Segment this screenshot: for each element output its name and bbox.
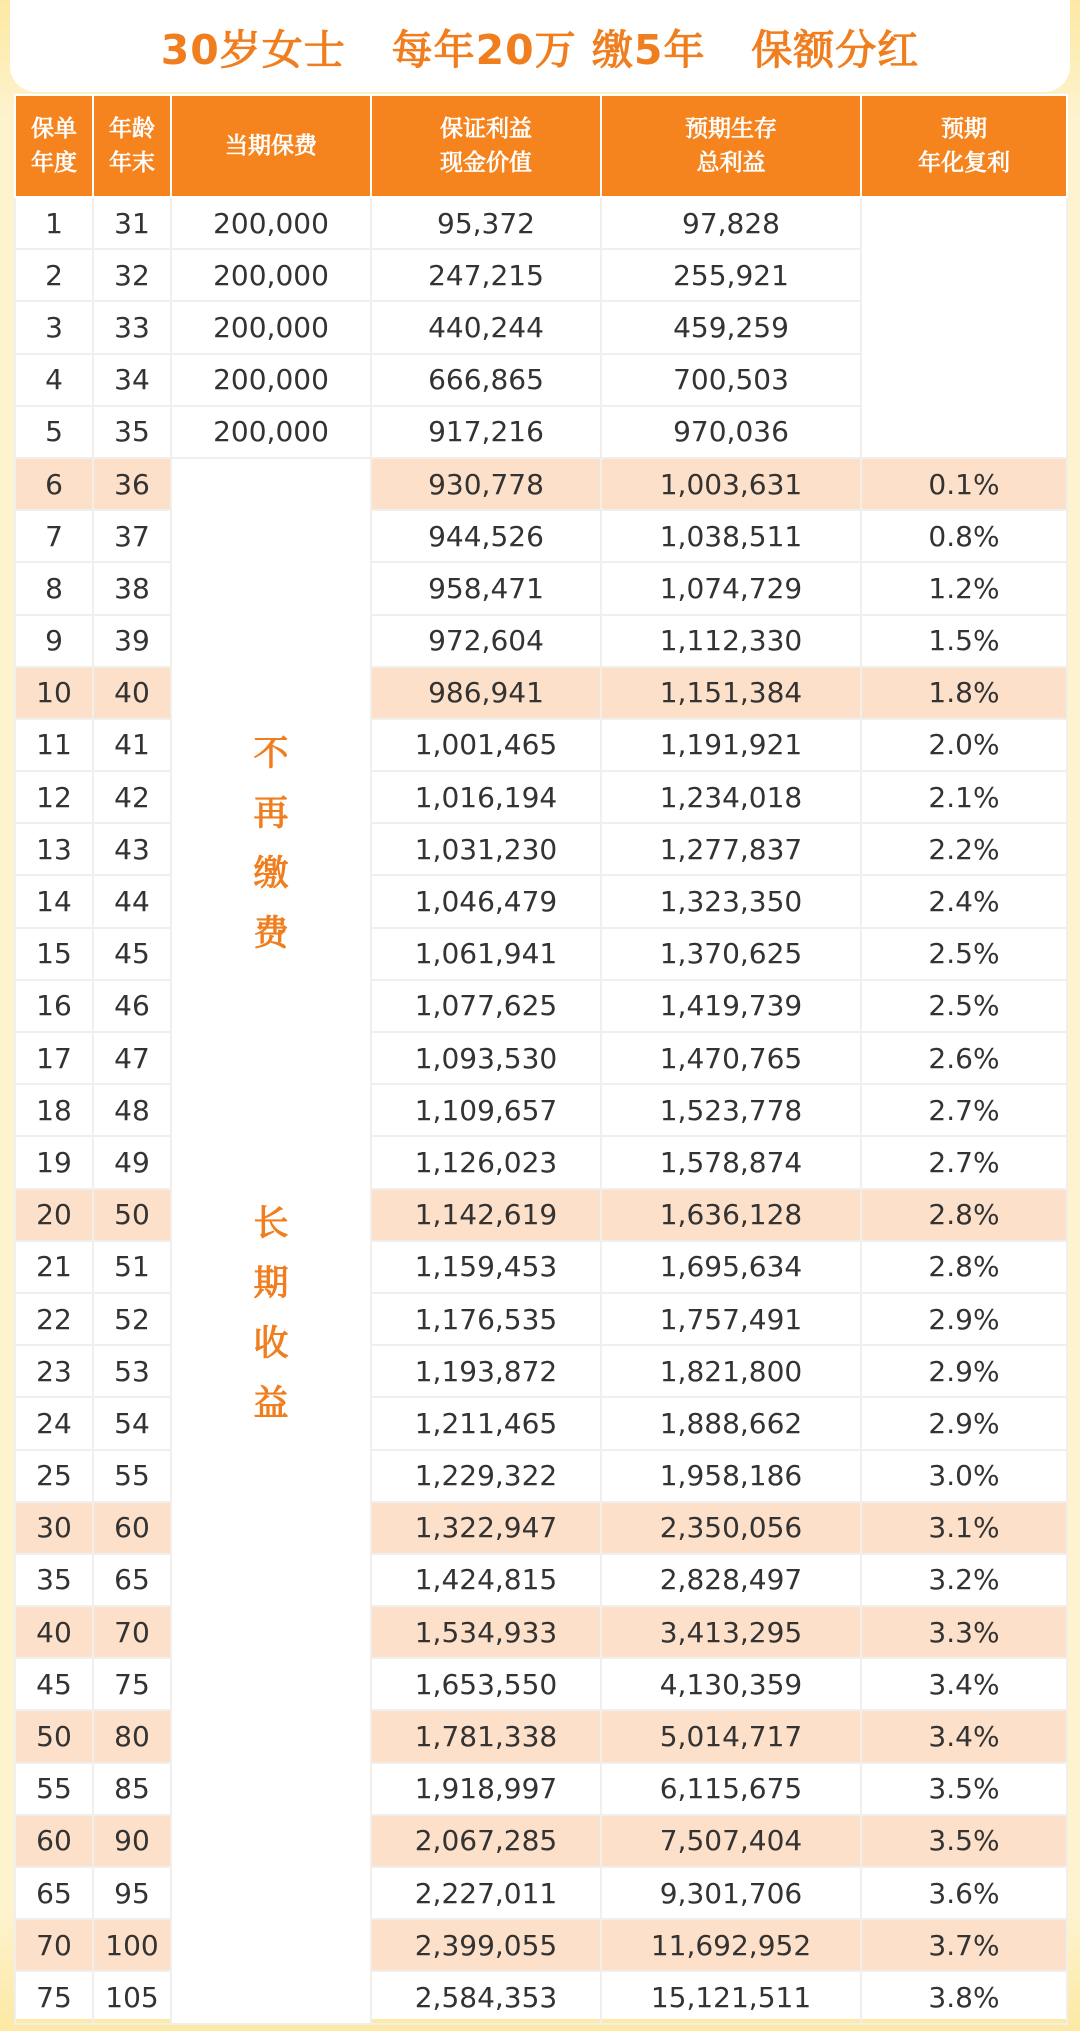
cell-annual-rate: 3.5% bbox=[861, 1815, 1067, 1867]
page-title: 30岁女士 每年20万 缴5年 保额分红 bbox=[160, 25, 920, 74]
cell-policy-year: 45 bbox=[15, 1658, 93, 1710]
header-age-line1: 年龄 bbox=[109, 116, 155, 142]
cell-policy-year: 11 bbox=[15, 719, 93, 771]
header-policy-year bbox=[15, 95, 93, 197]
long-term-return-label bbox=[172, 1194, 370, 1434]
header-total-benefit-line1: 预期生存 bbox=[685, 116, 777, 142]
cell-policy-year: 14 bbox=[15, 875, 93, 927]
cell-cash-value: 944,526 bbox=[371, 510, 601, 562]
cell-policy-year: 16 bbox=[15, 980, 93, 1032]
no-more-payment-char: 再 bbox=[253, 793, 289, 834]
cell-age: 100 bbox=[93, 1919, 171, 1971]
cell-cash-value: 1,109,657 bbox=[371, 1084, 601, 1136]
cell-cash-value: 1,077,625 bbox=[371, 980, 601, 1032]
cell-premium: 200,000 bbox=[171, 406, 371, 458]
cell-age: 85 bbox=[93, 1763, 171, 1815]
cell-total-benefit: 1,003,631 bbox=[601, 458, 861, 510]
cell-age: 35 bbox=[93, 406, 171, 458]
cell-total-benefit: 5,014,717 bbox=[601, 1710, 861, 1762]
cell-policy-year: 6 bbox=[15, 458, 93, 510]
cell-cash-value: 1,211,465 bbox=[371, 1397, 601, 1449]
cell-annual-rate: 2.7% bbox=[861, 1084, 1067, 1136]
cell-policy-year: 25 bbox=[15, 1450, 93, 1502]
cell-annual-rate: 2.6% bbox=[861, 1032, 1067, 1084]
cell-cash-value: 930,778 bbox=[371, 458, 601, 510]
table-header-row bbox=[15, 95, 1067, 197]
cell-age: 52 bbox=[93, 1293, 171, 1345]
cell-cash-value: 1,159,453 bbox=[371, 1241, 601, 1293]
header-cash-value-line1: 保证利益 bbox=[440, 116, 532, 142]
table-body bbox=[15, 197, 1067, 2024]
cell-policy-year: 5 bbox=[15, 406, 93, 458]
cell-total-benefit: 1,523,778 bbox=[601, 1084, 861, 1136]
cell-policy-year: 13 bbox=[15, 823, 93, 875]
cell-policy-year: 55 bbox=[15, 1763, 93, 1815]
cell-annual-rate: 3.7% bbox=[861, 1919, 1067, 1971]
benefit-table bbox=[14, 94, 1068, 2025]
cell-annual-rate: 3.8% bbox=[861, 1971, 1067, 2023]
cell-premium: 200,000 bbox=[171, 354, 371, 406]
cell-cash-value: 1,126,023 bbox=[371, 1136, 601, 1188]
long-term-return-char: 期 bbox=[253, 1263, 289, 1304]
header-premium-label: 当期保费 bbox=[225, 133, 317, 159]
header-annual-rate-line2: 年化复利 bbox=[918, 150, 1010, 176]
no-more-payment-char: 缴 bbox=[253, 853, 289, 894]
header-total-benefit bbox=[601, 95, 861, 197]
cell-annual-rate: 2.0% bbox=[861, 719, 1067, 771]
cell-age: 48 bbox=[93, 1084, 171, 1136]
cell-cash-value: 2,067,285 bbox=[371, 1815, 601, 1867]
cell-premium: 200,000 bbox=[171, 301, 371, 353]
cell-age: 42 bbox=[93, 771, 171, 823]
cell-total-benefit: 1,277,837 bbox=[601, 823, 861, 875]
cell-total-benefit: 7,507,404 bbox=[601, 1815, 861, 1867]
cell-policy-year: 2 bbox=[15, 249, 93, 301]
cell-annual-rate: 2.9% bbox=[861, 1397, 1067, 1449]
cell-annual-rate: 2.4% bbox=[861, 875, 1067, 927]
cell-cash-value: 666,865 bbox=[371, 354, 601, 406]
cell-cash-value: 958,471 bbox=[371, 562, 601, 614]
cell-cash-value: 1,001,465 bbox=[371, 719, 601, 771]
cell-total-benefit: 1,821,800 bbox=[601, 1345, 861, 1397]
cell-policy-year: 19 bbox=[15, 1136, 93, 1188]
no-more-payment-char: 不 bbox=[253, 733, 289, 774]
cell-cash-value: 1,534,933 bbox=[371, 1606, 601, 1658]
cell-age: 38 bbox=[93, 562, 171, 614]
cell-annual-rate: 0.1% bbox=[861, 458, 1067, 510]
cell-cash-value: 1,193,872 bbox=[371, 1345, 601, 1397]
cell-policy-year: 4 bbox=[15, 354, 93, 406]
cell-cash-value: 1,031,230 bbox=[371, 823, 601, 875]
cell-age: 39 bbox=[93, 615, 171, 667]
cell-annual-rate: 2.8% bbox=[861, 1189, 1067, 1241]
cell-cash-value: 1,016,194 bbox=[371, 771, 601, 823]
cell-policy-year: 17 bbox=[15, 1032, 93, 1084]
cell-premium: 200,000 bbox=[171, 197, 371, 249]
cell-age: 37 bbox=[93, 510, 171, 562]
cell-age: 41 bbox=[93, 719, 171, 771]
table-row bbox=[15, 197, 1067, 249]
cell-cash-value: 1,653,550 bbox=[371, 1658, 601, 1710]
cell-cash-value: 1,229,322 bbox=[371, 1450, 601, 1502]
cell-cash-value: 972,604 bbox=[371, 615, 601, 667]
cell-total-benefit: 6,115,675 bbox=[601, 1763, 861, 1815]
cell-policy-year: 8 bbox=[15, 562, 93, 614]
cell-annual-rate: 1.5% bbox=[861, 615, 1067, 667]
cell-annual-rate: 2.9% bbox=[861, 1345, 1067, 1397]
cell-age: 36 bbox=[93, 458, 171, 510]
cell-annual-rate: 2.5% bbox=[861, 980, 1067, 1032]
cell-age: 45 bbox=[93, 928, 171, 980]
cell-age: 44 bbox=[93, 875, 171, 927]
cell-age: 46 bbox=[93, 980, 171, 1032]
cell-annual-rate: 3.4% bbox=[861, 1710, 1067, 1762]
long-term-return-char: 长 bbox=[253, 1203, 289, 1244]
cell-total-benefit: 9,301,706 bbox=[601, 1867, 861, 1919]
cell-total-benefit: 2,828,497 bbox=[601, 1554, 861, 1606]
cell-age: 60 bbox=[93, 1502, 171, 1554]
cell-cash-value: 1,424,815 bbox=[371, 1554, 601, 1606]
cell-total-benefit: 1,419,739 bbox=[601, 980, 861, 1032]
cell-policy-year: 70 bbox=[15, 1919, 93, 1971]
cell-total-benefit: 11,692,952 bbox=[601, 1919, 861, 1971]
cell-annual-rate: 3.1% bbox=[861, 1502, 1067, 1554]
cell-age: 33 bbox=[93, 301, 171, 353]
no-more-payment-label bbox=[172, 724, 370, 964]
no-more-payment-char: 费 bbox=[253, 913, 289, 954]
cell-age: 75 bbox=[93, 1658, 171, 1710]
cell-policy-year: 50 bbox=[15, 1710, 93, 1762]
cell-policy-year: 18 bbox=[15, 1084, 93, 1136]
header-policy-year-line1: 保单 bbox=[31, 116, 77, 142]
cell-cash-value: 986,941 bbox=[371, 667, 601, 719]
cell-annual-rate: 3.3% bbox=[861, 1606, 1067, 1658]
cell-policy-year: 12 bbox=[15, 771, 93, 823]
cell-total-benefit: 1,470,765 bbox=[601, 1032, 861, 1084]
cell-age: 49 bbox=[93, 1136, 171, 1188]
cell-cash-value: 1,918,997 bbox=[371, 1763, 601, 1815]
cell-age: 47 bbox=[93, 1032, 171, 1084]
cell-total-benefit: 1,888,662 bbox=[601, 1397, 861, 1449]
cell-premium: 200,000 bbox=[171, 249, 371, 301]
cell-cash-value: 1,781,338 bbox=[371, 1710, 601, 1762]
header-policy-year-line2: 年度 bbox=[31, 150, 77, 176]
cell-policy-year: 3 bbox=[15, 301, 93, 353]
header-annual-rate bbox=[861, 95, 1067, 197]
cell-age: 65 bbox=[93, 1554, 171, 1606]
cell-total-benefit: 1,695,634 bbox=[601, 1241, 861, 1293]
header-total-benefit-line2: 总利益 bbox=[696, 150, 766, 176]
cell-cash-value: 1,142,619 bbox=[371, 1189, 601, 1241]
cell-policy-year: 10 bbox=[15, 667, 93, 719]
cell-annual-rate: 1.8% bbox=[861, 667, 1067, 719]
cell-total-benefit: 1,151,384 bbox=[601, 667, 861, 719]
cell-annual-rate: 2.2% bbox=[861, 823, 1067, 875]
cell-cash-value: 1,176,535 bbox=[371, 1293, 601, 1345]
cell-total-benefit: 15,121,511 bbox=[601, 1971, 861, 2023]
cell-total-benefit: 97,828 bbox=[601, 197, 861, 249]
cell-total-benefit: 2,350,056 bbox=[601, 1502, 861, 1554]
cell-policy-year: 24 bbox=[15, 1397, 93, 1449]
cell-policy-year: 7 bbox=[15, 510, 93, 562]
cell-total-benefit: 1,370,625 bbox=[601, 928, 861, 980]
cell-policy-year: 20 bbox=[15, 1189, 93, 1241]
long-term-return-char: 收 bbox=[253, 1323, 289, 1364]
cell-annual-rate: 2.5% bbox=[861, 928, 1067, 980]
cell-age: 95 bbox=[93, 1867, 171, 1919]
cell-annual-rate: 3.5% bbox=[861, 1763, 1067, 1815]
cell-age: 50 bbox=[93, 1189, 171, 1241]
cell-age: 43 bbox=[93, 823, 171, 875]
cell-age: 105 bbox=[93, 1971, 171, 2023]
cell-total-benefit: 700,503 bbox=[601, 354, 861, 406]
cell-policy-year: 35 bbox=[15, 1554, 93, 1606]
cell-total-benefit: 1,323,350 bbox=[601, 875, 861, 927]
cell-total-benefit: 1,112,330 bbox=[601, 615, 861, 667]
cell-annual-rate: 3.0% bbox=[861, 1450, 1067, 1502]
cell-annual-rate: 2.9% bbox=[861, 1293, 1067, 1345]
cell-cash-value: 917,216 bbox=[371, 406, 601, 458]
cell-total-benefit: 970,036 bbox=[601, 406, 861, 458]
annual-rate-empty-cell bbox=[861, 197, 1067, 458]
cell-policy-year: 21 bbox=[15, 1241, 93, 1293]
cell-policy-year: 9 bbox=[15, 615, 93, 667]
cell-cash-value: 2,584,353 bbox=[371, 1971, 601, 2023]
cell-annual-rate: 0.8% bbox=[861, 510, 1067, 562]
cell-cash-value: 1,322,947 bbox=[371, 1502, 601, 1554]
cell-annual-rate: 3.2% bbox=[861, 1554, 1067, 1606]
cell-cash-value: 2,399,055 bbox=[371, 1919, 601, 1971]
cell-policy-year: 23 bbox=[15, 1345, 93, 1397]
cell-policy-year: 65 bbox=[15, 1867, 93, 1919]
cell-total-benefit: 1,578,874 bbox=[601, 1136, 861, 1188]
cell-total-benefit: 459,259 bbox=[601, 301, 861, 353]
cell-total-benefit: 1,074,729 bbox=[601, 562, 861, 614]
cell-cash-value: 440,244 bbox=[371, 301, 601, 353]
cell-age: 70 bbox=[93, 1606, 171, 1658]
cell-total-benefit: 255,921 bbox=[601, 249, 861, 301]
cell-total-benefit: 1,038,511 bbox=[601, 510, 861, 562]
header-age bbox=[93, 95, 171, 197]
cell-cash-value: 1,093,530 bbox=[371, 1032, 601, 1084]
cell-total-benefit: 1,636,128 bbox=[601, 1189, 861, 1241]
cell-total-benefit: 4,130,359 bbox=[601, 1658, 861, 1710]
benefit-table-container bbox=[14, 94, 1066, 2019]
cell-cash-value: 247,215 bbox=[371, 249, 601, 301]
cell-cash-value: 1,046,479 bbox=[371, 875, 601, 927]
cell-age: 31 bbox=[93, 197, 171, 249]
cell-annual-rate: 3.6% bbox=[861, 1867, 1067, 1919]
cell-annual-rate: 3.4% bbox=[861, 1658, 1067, 1710]
header-annual-rate-line1: 预期 bbox=[941, 116, 987, 142]
cell-age: 34 bbox=[93, 354, 171, 406]
premium-merged-cell bbox=[171, 458, 371, 2024]
cell-cash-value: 95,372 bbox=[371, 197, 601, 249]
cell-annual-rate: 2.1% bbox=[861, 771, 1067, 823]
cell-cash-value: 2,227,011 bbox=[371, 1867, 601, 1919]
cell-total-benefit: 1,191,921 bbox=[601, 719, 861, 771]
cell-age: 32 bbox=[93, 249, 171, 301]
cell-total-benefit: 1,234,018 bbox=[601, 771, 861, 823]
cell-age: 54 bbox=[93, 1397, 171, 1449]
cell-policy-year: 1 bbox=[15, 197, 93, 249]
cell-age: 80 bbox=[93, 1710, 171, 1762]
cell-age: 53 bbox=[93, 1345, 171, 1397]
cell-policy-year: 40 bbox=[15, 1606, 93, 1658]
cell-total-benefit: 1,757,491 bbox=[601, 1293, 861, 1345]
header-cash-value bbox=[371, 95, 601, 197]
cell-policy-year: 15 bbox=[15, 928, 93, 980]
cell-policy-year: 75 bbox=[15, 1971, 93, 2023]
cell-annual-rate: 2.7% bbox=[861, 1136, 1067, 1188]
cell-age: 90 bbox=[93, 1815, 171, 1867]
cell-total-benefit: 1,958,186 bbox=[601, 1450, 861, 1502]
cell-annual-rate: 1.2% bbox=[861, 562, 1067, 614]
cell-policy-year: 22 bbox=[15, 1293, 93, 1345]
cell-annual-rate: 2.8% bbox=[861, 1241, 1067, 1293]
cell-age: 51 bbox=[93, 1241, 171, 1293]
header-cash-value-line2: 现金价值 bbox=[440, 150, 532, 176]
cell-cash-value: 1,061,941 bbox=[371, 928, 601, 980]
cell-age: 55 bbox=[93, 1450, 171, 1502]
title-bar bbox=[10, 0, 1070, 92]
header-premium bbox=[171, 95, 371, 197]
cell-policy-year: 30 bbox=[15, 1502, 93, 1554]
header-age-line2: 年末 bbox=[109, 150, 155, 176]
cell-total-benefit: 3,413,295 bbox=[601, 1606, 861, 1658]
cell-policy-year: 60 bbox=[15, 1815, 93, 1867]
table-row bbox=[15, 458, 1067, 510]
cell-age: 40 bbox=[93, 667, 171, 719]
long-term-return-char: 益 bbox=[253, 1383, 289, 1424]
